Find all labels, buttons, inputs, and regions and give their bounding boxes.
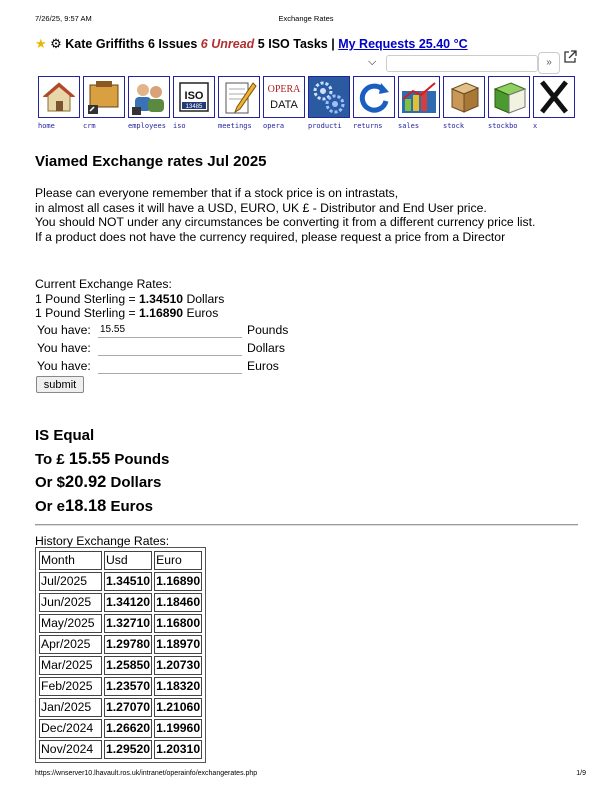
nav-returns-label[interactable]: returns [353, 122, 383, 130]
current-rates [35, 277, 224, 321]
table-row [39, 698, 202, 717]
euros-unit: Euros [247, 359, 279, 373]
nav-production-button[interactable] [308, 76, 350, 118]
submit-button[interactable]: submit [36, 376, 84, 393]
nav-stockbook-button[interactable] [488, 76, 530, 118]
history-month: Dec/2024 [39, 719, 102, 738]
euros-input[interactable] [98, 358, 242, 374]
usd-rate-line [35, 292, 224, 307]
opera-icon [264, 77, 304, 117]
stockbook-icon [489, 77, 529, 117]
crm-icon [84, 77, 124, 117]
nav-stock-label[interactable]: stock [443, 122, 465, 130]
nav-crm-button[interactable] [83, 76, 125, 118]
result-pounds [35, 448, 169, 472]
meetings-icon [219, 77, 259, 117]
opera-icon-bottom: DATA [270, 99, 298, 111]
history-usd: 1.25850 [104, 656, 152, 675]
unread-count[interactable]: 6 [200, 37, 208, 51]
nav-exit-button[interactable] [533, 76, 575, 118]
pounds-unit: Pounds [247, 323, 289, 337]
nav-stock-button[interactable] [443, 76, 485, 118]
history-col-usd: Usd [104, 551, 152, 570]
star-icon[interactable]: ★ [35, 36, 47, 51]
conversion-result [35, 425, 169, 518]
divider [35, 524, 578, 526]
history-usd: 1.23570 [104, 677, 152, 696]
settings-gear-icon[interactable]: ⚙ [50, 36, 62, 51]
history-usd: 1.29520 [104, 740, 152, 759]
iso-icon [174, 77, 214, 117]
history-usd: 1.34120 [104, 593, 152, 612]
dollars-unit: Dollars [247, 341, 285, 355]
issues-count[interactable]: 6 [147, 37, 155, 51]
iso-icon-text: ISO [184, 90, 204, 102]
history-euro: 1.18460 [154, 593, 202, 612]
pounds-label: You have: [37, 323, 91, 337]
history-usd: 1.34510 [104, 572, 152, 591]
history-usd: 1.26620 [104, 719, 152, 738]
history-month: Mar/2025 [39, 656, 102, 675]
history-usd: 1.27070 [104, 698, 152, 717]
go-button[interactable]: » [538, 52, 560, 74]
nav-stockbook-label[interactable]: stockbo [488, 122, 518, 130]
table-row [39, 677, 202, 696]
nav-home-button[interactable] [38, 76, 80, 118]
history-table [37, 549, 204, 761]
history-month: May/2025 [39, 614, 102, 633]
notice-text [35, 186, 575, 244]
nav-returns-button[interactable] [353, 76, 395, 118]
print-header [0, 14, 612, 24]
history-month: Jul/2025 [39, 572, 102, 591]
unread-label[interactable]: Unread [211, 37, 255, 51]
eur-rate-line [35, 306, 224, 321]
iso-icon-number: 13485 [185, 104, 203, 110]
table-row [39, 740, 202, 759]
euros-label: You have: [37, 359, 91, 373]
pounds-input[interactable] [98, 322, 242, 338]
history-euro: 1.18320 [154, 677, 202, 696]
stock-icon [444, 77, 484, 117]
current-rates-title: Current Exchange Rates: [35, 277, 172, 291]
external-link-icon[interactable] [563, 50, 577, 64]
dollars-input[interactable] [98, 340, 242, 356]
table-row [39, 572, 202, 591]
history-month: Nov/2024 [39, 740, 102, 759]
print-page-number: 1/9 [576, 770, 586, 777]
issues-label[interactable]: Issues [158, 37, 198, 51]
history-month: Jan/2025 [39, 698, 102, 717]
my-requests-label: My Requests [338, 37, 416, 51]
result-heading: IS Equal [35, 427, 95, 444]
temperature: 25.40 °C [418, 37, 468, 51]
nav-employees-label[interactable]: employees [128, 122, 166, 130]
notice-line: Please can everyone remember that if a stock price is on intrastats, [35, 186, 399, 200]
history-title: History Exchange Rates: [35, 534, 170, 548]
production-icon [309, 77, 349, 117]
result-pounds-value: 15.55 [68, 449, 111, 468]
result-pounds-prefix: To £ [35, 450, 65, 468]
nav-iso-button[interactable] [173, 76, 215, 118]
page-title: Viamed Exchange rates Jul 2025 [35, 153, 267, 170]
history-month: Feb/2025 [39, 677, 102, 696]
eur-rate-prefix: 1 Pound Sterling = [35, 306, 136, 320]
history-euro: 1.19960 [154, 719, 202, 738]
user-status-line [35, 36, 468, 52]
dollars-label: You have: [37, 341, 91, 355]
my-requests-link[interactable] [338, 37, 467, 51]
result-dollars-prefix: Or $ [35, 474, 66, 491]
nav-iso-label[interactable]: iso [173, 122, 186, 130]
history-header-row [39, 551, 202, 570]
iso-tasks-label[interactable]: ISO Tasks | [268, 37, 335, 51]
result-dollars-unit: Dollars [110, 474, 162, 491]
result-euros-unit: Euros [110, 497, 153, 515]
nav-meetings-label[interactable]: meetings [218, 122, 252, 130]
employees-icon [129, 77, 169, 117]
nav-employees-button[interactable] [128, 76, 170, 118]
history-euro: 1.20310 [154, 740, 202, 759]
table-row [39, 593, 202, 612]
history-col-euro: Euro [154, 551, 202, 570]
result-dollars [35, 471, 169, 495]
nav-crm-label[interactable]: crm [83, 122, 96, 130]
home-icon [39, 77, 79, 117]
nav-production-label[interactable]: producti [308, 122, 342, 130]
history-euro: 1.18970 [154, 635, 202, 654]
print-title: Exchange Rates [278, 14, 334, 23]
history-euro: 1.16890 [154, 572, 202, 591]
history-month: Apr/2025 [39, 635, 102, 654]
notice-line: If a product does not have the currency required, please request a price from a Director [35, 229, 506, 244]
print-url: https://wnserver10.lhavault.ros.uk/intranet/operainfo/exchangerates.php [35, 770, 258, 777]
nav-sales-label[interactable]: sales [398, 122, 420, 130]
history-usd: 1.29780 [104, 635, 152, 654]
result-euros-value: 18.18 [65, 496, 107, 515]
eur-rate-value: 1.16890 [139, 306, 184, 320]
table-row [39, 656, 202, 675]
history-euro: 1.20730 [154, 656, 202, 675]
opera-icon-top: OPERA [267, 84, 301, 95]
table-row [39, 719, 202, 738]
result-pounds-unit: Pounds [114, 450, 170, 468]
notice-line: in almost all cases it will have a USD, EURO, UK £ - Distributor and End User price. [35, 200, 487, 215]
nav-opera-label[interactable]: opera [263, 122, 285, 130]
table-row [39, 635, 202, 654]
iso-count[interactable]: 5 [257, 37, 265, 51]
nav-sales-button[interactable] [398, 76, 440, 118]
eur-rate-unit: Euros [186, 306, 219, 320]
result-euros-prefix: Or e [35, 497, 66, 515]
close-icon [534, 77, 574, 117]
table-row [39, 614, 202, 633]
history-euro: 1.16800 [154, 614, 202, 633]
notice-line: You should NOT under any circumstances be converting it from a different currency price list. [35, 215, 536, 229]
nav-exit-label[interactable]: x [533, 122, 538, 130]
quick-url-input[interactable] [386, 55, 538, 72]
usd-rate-prefix: 1 Pound Sterling = [35, 291, 136, 306]
nav-opera-button[interactable] [263, 76, 305, 118]
history-month: Jun/2025 [39, 593, 102, 612]
result-dollars-value: 20.92 [65, 473, 107, 491]
history-usd: 1.32710 [104, 614, 152, 633]
usd-rate-unit: Dollars [186, 291, 225, 306]
history-euro: 1.21060 [154, 698, 202, 717]
result-euros [35, 495, 169, 519]
nav-home-label[interactable]: home [38, 122, 55, 130]
returns-icon [354, 77, 394, 117]
chevron-down-icon[interactable]: ⌵ [368, 56, 377, 68]
history-col-month: Month [39, 551, 102, 570]
sales-icon [399, 77, 439, 117]
nav-meetings-button[interactable] [218, 76, 260, 118]
usd-rate-value: 1.34510 [139, 291, 184, 306]
history-table-wrapper [35, 547, 206, 763]
user-name: Kate Griffiths [65, 37, 145, 51]
print-datetime: 7/26/25, 9:57 AM [35, 14, 92, 23]
